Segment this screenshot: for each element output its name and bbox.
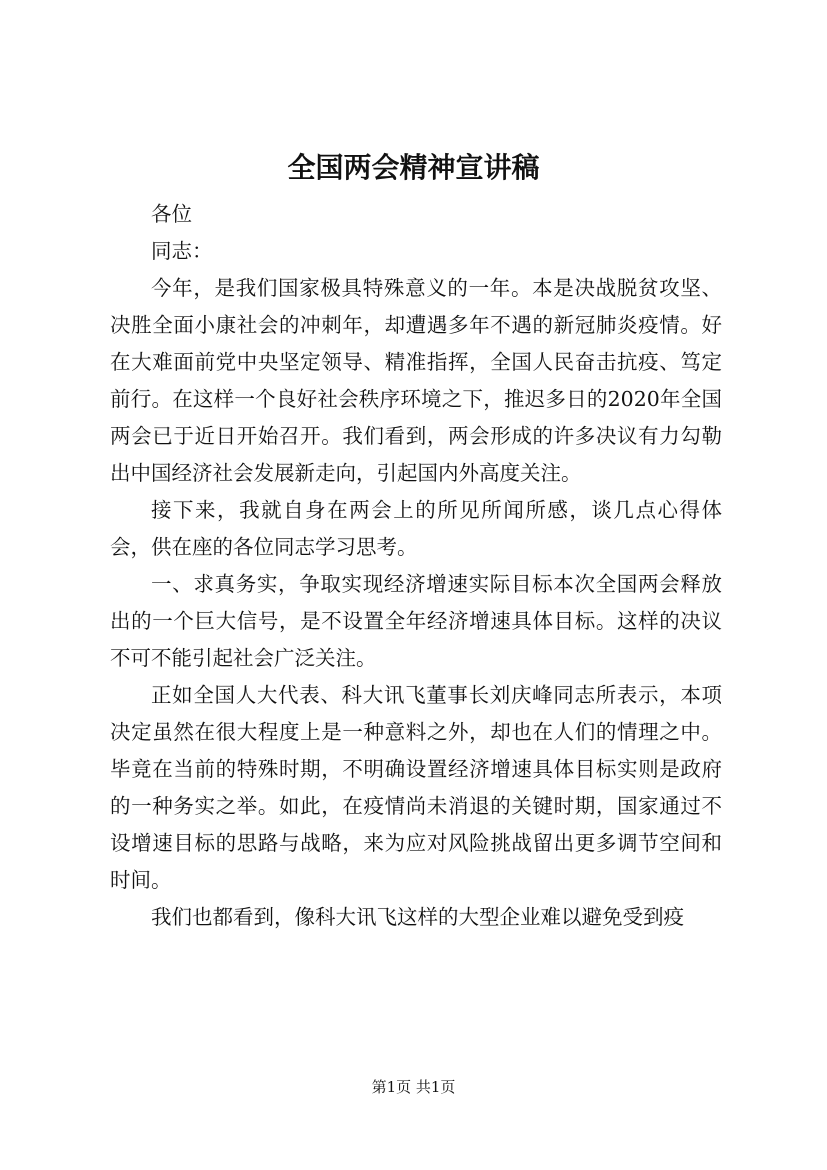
page-number-label: 第1页 共1页 — [371, 1078, 456, 1096]
paragraph-greeting: 各位 — [151, 202, 192, 226]
paragraph-point-one: 一、求真务实，争取实现经济增速实际目标本次全国两会释放出的一个巨大信号，是不设置全年经济增速具体目标。这样的决议不可不能引起社会广泛关注。 — [110, 572, 722, 670]
page-footer — [0, 1077, 827, 1097]
paragraph-continued: 我们也都看到，像科大讯飞这样的大型企业难以避免受到疫 — [151, 905, 684, 929]
paragraph-transition: 接下来，我就自身在两会上的所见所闻所感，谈几点心得体会，供在座的各位同志学习思考。 — [110, 498, 722, 559]
paragraph-salutation: 同志： — [151, 239, 213, 263]
document-title: 全国两会精神宣讲稿 — [287, 151, 540, 184]
paragraph-intro: 今年，是我们国家极具特殊意义的一年。本是决战脱贫攻坚、决胜全面小康社会的冲刺年，却遭遇多年不遇的新冠肺炎疫情。好在大难面前党中央坚定领导、精准指挥，全国人民奋击抗疫、笃定前行。在这样一个良好社会秩序环境之下，推迟多日的2020年全国两会已于近日开始召开。我们看到，两会形成的许多决议有力勾勒出中国经济社会发展新走向，引起国内外高度关注。 — [110, 276, 722, 485]
paragraph-quote: 正如全国人大代表、科大讯飞董事长刘庆峰同志所表示，本项决定虽然在很大程度上是一种意料之外，却也在人们的情理之中。毕竟在当前的特殊时期，不明确设置经济增速具体目标实则是政府的一种务实之举。如此，在疫情尚未消退的关键时期，国家通过不设增速目标的思路与战略，来为应对风险挑战留出更多调节空间和时间。 — [110, 683, 722, 892]
document-body — [110, 196, 722, 936]
